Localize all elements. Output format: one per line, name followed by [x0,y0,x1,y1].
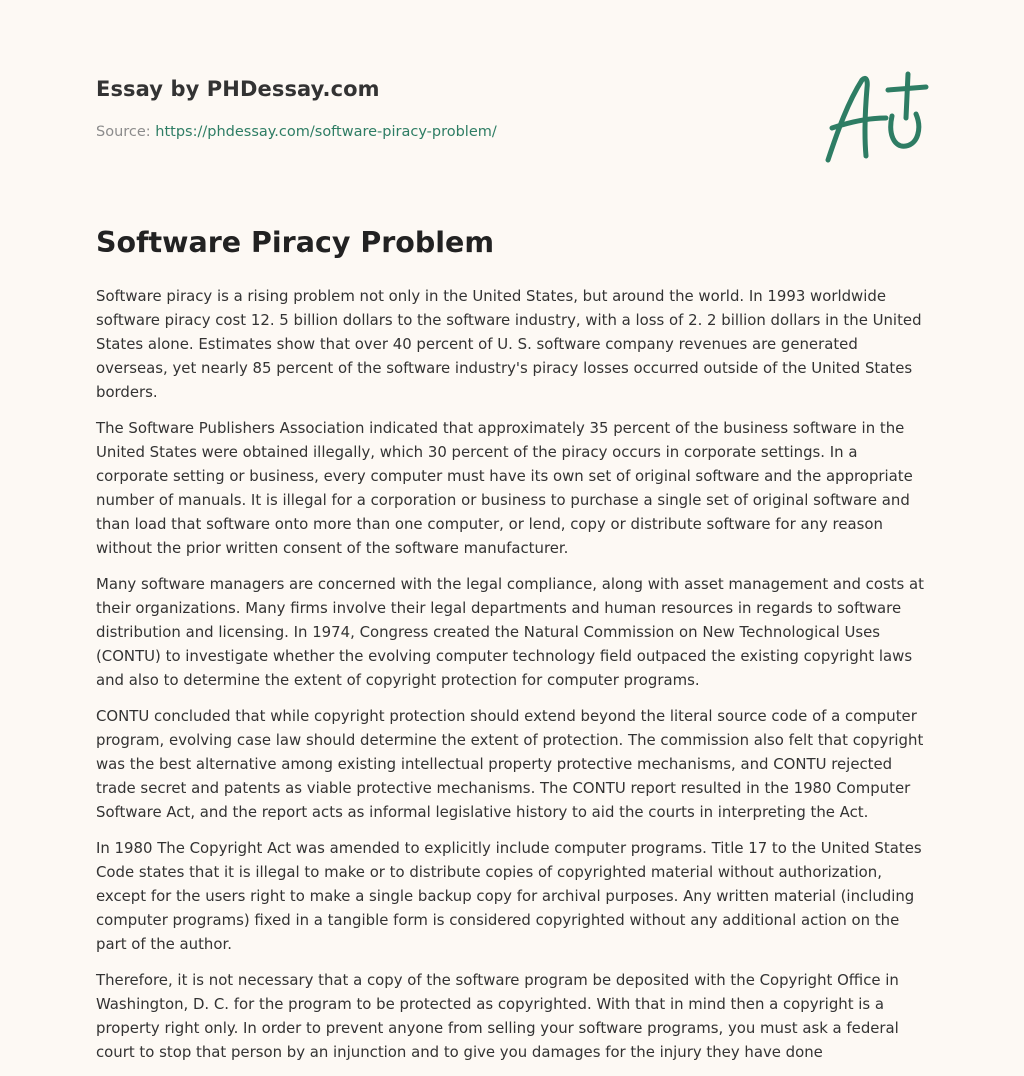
essay-paragraph: CONTU concluded that while copyright protection should extend beyond the literal source code of a computer program, evolving case law should determine the extent of protection. The commission also felt that copyright was the best alternative among existing intellectual property protective mechanisms, and CONTU rejected trade secret and patents as viable protective mechanisms. The CONTU report resulted in the 1980 Computer Software Act, and the report acts as informal legislative history to aid the courts in interpreting the Act. [96,707,924,821]
essay-paragraph: Software piracy is a rising problem not only in the United States, but around the world. In 1993 worldwide software piracy cost 12. 5 billion dollars to the software industry, with a loss of 2. 2 billion dollars in the United States alone. Estimates show that over 40 percent of U. S. software company revenues are generated overseas, yet nearly 85 percent of the software industry's piracy losses occurred outside of the United States borders. [96,287,922,401]
brand-name: Essay by PHDessay.com [96,77,380,101]
source-label: Source: [96,124,151,140]
essay-paragraph: Therefore, it is not necessary that a copy of the software program be deposited with the Copyright Office in Washington, D. C. for the program to be protected as copyrighted. With that in mind then a copyright is a property right only. In order to prevent anyone from selling your software programs, you must ask a federal court to stop that person by an injunction and to give you damages for the injury they have done [96,971,899,1061]
essay-paragraph: In 1980 The Copyright Act was amended to explicitly include computer programs. Title 17 to the United States Code states that it is illegal to make or to distribute copies of copyrighted material without authorization, except for the users right to make a single backup copy for archival purposes. Any written material (including computer programs) fixed in a tangible form is considered copyrighted without any additional action on the part of the author. [96,839,922,953]
essay-paragraph: Many software managers are concerned with the legal compliance, along with asset management and costs at their organizations. Many firms involve their legal departments and human resources in regards to software distribution and licensing. In 1974, Congress created the Natural Commission on New Technological Uses (CONTU) to investigate whether the evolving computer technology field outpaced the existing copyright laws and also to determine the extent of copyright protection for computer programs. [96,575,925,689]
source-line [96,124,497,140]
essay-title: Software Piracy Problem [96,226,495,259]
essay-body [96,284,928,1076]
essay-page [96,0,928,1076]
a-plus-logo-icon [822,68,930,166]
source-link[interactable]: https://phdessay.com/software-piracy-problem/ [155,124,497,140]
essay-paragraph: The Software Publishers Association indicated that approximately 35 percent of the business software in the United States were obtained illegally, which 30 percent of the piracy occurs in corporate settings. In a corporate setting or business, every computer must have its own set of original software and the appropriate number of manuals. It is illegal for a corporation or business to purchase a single set of original software and than load that software onto more than one computer, or lend, copy or distribute software for any reason without the prior written consent of the software manufacturer. [96,419,913,557]
